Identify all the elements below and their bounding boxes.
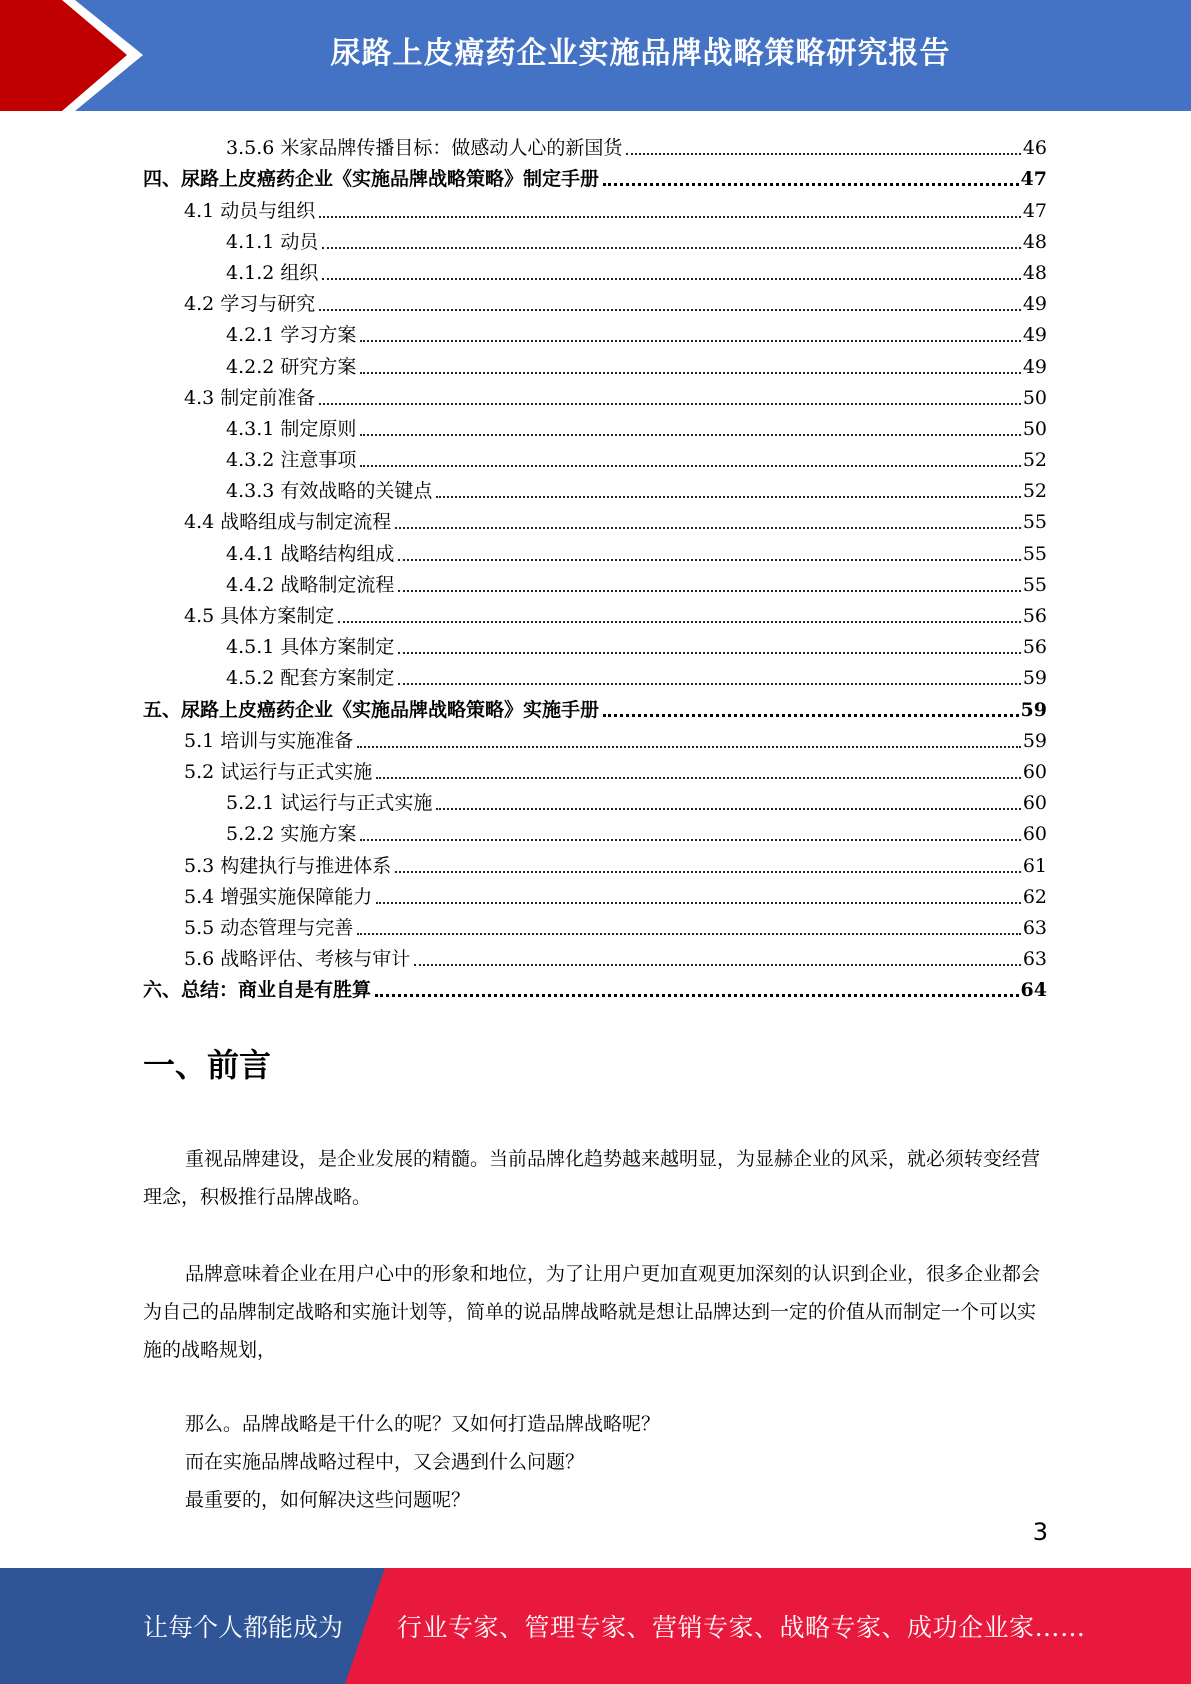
toc-entry-title: 4.3.3 有效战略的关键点 [226, 480, 433, 503]
toc-entry-title: 3.5.6 米家品牌传播目标：做感动人心的新国货 [226, 137, 623, 160]
intro-paragraph-2 [143, 1255, 1047, 1369]
toc-entry[interactable] [143, 565, 1047, 596]
toc-dot-leader [319, 309, 1021, 311]
toc-page-number: 56 [1022, 605, 1047, 627]
toc-page-number: 55 [1022, 542, 1047, 565]
page-footer [0, 1568, 1191, 1684]
toc-entry-title: 4.1.2 组织 [226, 261, 319, 284]
toc-entry-title: 4.3 制定前准备 [184, 386, 316, 409]
toc-entry-title: 五、尿路上皮癌药企业《实施品牌战略策略》实施手册 [143, 698, 600, 721]
toc-entry-title: 4.5.1 具体方案制定 [226, 636, 395, 659]
toc-dot-leader [395, 871, 1021, 873]
toc-entry[interactable] [143, 689, 1047, 720]
toc-dot-leader [322, 247, 1020, 249]
toc-page-number: 52 [1022, 449, 1047, 472]
toc-entry[interactable] [143, 284, 1047, 315]
toc-entry-title: 六、总结：商业自是有胜算 [143, 979, 372, 1002]
toc-entry[interactable] [143, 346, 1047, 377]
toc-entry[interactable] [143, 908, 1047, 939]
toc-entry[interactable] [143, 596, 1047, 627]
footer-slogan-left: 让每个人都能成为 [143, 1613, 344, 1642]
toc-page-number: 50 [1022, 386, 1047, 409]
toc-entry[interactable] [143, 970, 1047, 1001]
toc-entry-title: 4.2 学习与研究 [184, 293, 316, 316]
toc-page-number: 56 [1022, 636, 1047, 659]
toc-entry[interactable] [143, 128, 1047, 159]
toc-dot-leader [436, 808, 1020, 810]
toc-page-number: 55 [1022, 573, 1047, 596]
paragraph-text: 品牌意味着企业在用户心中的形象和地位，为了让用户更加直观更加深刻的认识到企业，很多企业都会为自己的品牌制定战略和实施计划等，简单的说品牌战略就是想让品牌达到一定的价值从而制定一个可以实施的战略规划， [143, 1263, 1041, 1361]
report-title: 尿路上皮癌药企业实施品牌战略策略研究报告 [330, 36, 951, 71]
toc-entry[interactable] [143, 845, 1047, 876]
toc-dot-leader [360, 839, 1020, 841]
toc-page-number: 49 [1022, 324, 1047, 347]
toc-dot-leader [357, 746, 1021, 748]
toc-dot-leader [357, 933, 1021, 935]
toc-dot-leader [398, 652, 1020, 654]
toc-page-number: 64 [1020, 979, 1047, 1002]
toc-entry-title: 4.5 具体方案制定 [184, 605, 335, 627]
toc-dot-leader [395, 527, 1021, 529]
toc-page-number: 47 [1022, 199, 1047, 222]
toc-entry[interactable] [143, 658, 1047, 689]
section-heading: 一、前言 [143, 1046, 272, 1084]
toc-entry-title: 4.4 战略组成与制定流程 [184, 511, 392, 534]
toc-dot-leader [626, 153, 1020, 155]
toc-entry[interactable] [143, 814, 1047, 845]
toc-entry[interactable] [143, 409, 1047, 440]
toc-entry-title: 4.4.1 战略结构组成 [226, 542, 395, 565]
toc-page-number: 62 [1022, 885, 1047, 908]
intro-paragraph-1 [143, 1140, 1047, 1216]
toc-entry-title: 四、尿路上皮癌药企业《实施品牌战略策略》制定手册 [143, 168, 600, 191]
toc-entry-title: 5.4 增强实施保障能力 [184, 885, 373, 908]
toc-entry[interactable] [143, 471, 1047, 502]
toc-page-number: 52 [1022, 480, 1047, 503]
toc-page-number: 61 [1022, 854, 1047, 877]
toc-entry-title: 4.4.2 战略制定流程 [226, 573, 395, 596]
toc-page-number: 59 [1020, 698, 1047, 721]
toc-entry[interactable] [143, 721, 1047, 752]
toc-entry[interactable] [143, 627, 1047, 658]
toc-entry-title: 4.3.2 注意事项 [226, 449, 357, 472]
toc-dot-leader [360, 340, 1020, 342]
toc-dot-leader [319, 403, 1021, 405]
toc-page-number: 50 [1022, 417, 1047, 440]
toc-entry[interactable] [143, 783, 1047, 814]
toc-entry-title: 5.2.1 试运行与正式实施 [226, 792, 433, 815]
toc-page-number: 49 [1022, 293, 1047, 316]
toc-entry-title: 5.5 动态管理与完善 [184, 916, 354, 939]
toc-page-number: 63 [1022, 916, 1047, 939]
toc-dot-leader [376, 777, 1021, 779]
table-of-contents [143, 128, 1047, 1001]
toc-page-number: 55 [1022, 511, 1047, 534]
toc-dot-leader [398, 559, 1020, 561]
toc-entry[interactable] [143, 222, 1047, 253]
toc-entry[interactable] [143, 440, 1047, 471]
toc-entry[interactable] [143, 190, 1047, 221]
toc-entry[interactable] [143, 315, 1047, 346]
toc-page-number: 59 [1022, 667, 1047, 690]
toc-page-number: 60 [1022, 792, 1047, 815]
toc-entry-title: 4.5.2 配套方案制定 [226, 667, 395, 690]
toc-entry-title: 5.1 培训与实施准备 [184, 729, 354, 752]
toc-page-number: 60 [1022, 760, 1047, 783]
question-line: 而在实施品牌战略过程中，又会遇到什么问题？ [185, 1451, 585, 1473]
toc-dot-leader [322, 278, 1020, 280]
toc-entry[interactable] [143, 533, 1047, 564]
toc-entry[interactable] [143, 378, 1047, 409]
toc-entry-title: 4.2.2 研究方案 [226, 355, 357, 378]
question-line: 最重要的，如何解决这些问题呢？ [185, 1489, 471, 1511]
toc-dot-leader [603, 714, 1019, 717]
toc-page-number: 46 [1022, 137, 1047, 160]
toc-entry-title: 5.2 试运行与正式实施 [184, 760, 373, 783]
toc-entry[interactable] [143, 159, 1047, 190]
toc-dot-leader [338, 621, 1021, 623]
page-header [0, 0, 1191, 111]
toc-page-number: 48 [1022, 230, 1047, 253]
toc-dot-leader [376, 902, 1021, 904]
toc-entry[interactable] [143, 502, 1047, 533]
toc-page-number: 47 [1020, 168, 1047, 191]
toc-page-number: 60 [1022, 823, 1047, 846]
paragraph-text: 重视品牌建设，是企业发展的精髓。当前品牌化趋势越来越明显，为显赫企业的风采，就必须转变经营理念，积极推行品牌战略。 [143, 1148, 1041, 1208]
toc-dot-leader [360, 465, 1020, 467]
toc-dot-leader [398, 683, 1020, 685]
footer-slogan-right: 行业专家、管理专家、营销专家、战略专家、成功企业家…… [397, 1613, 1086, 1642]
toc-entry-title: 4.2.1 学习方案 [226, 324, 357, 347]
toc-entry[interactable] [143, 939, 1047, 970]
toc-entry[interactable] [143, 877, 1047, 908]
toc-entry[interactable] [143, 752, 1047, 783]
toc-page-number: 63 [1022, 948, 1047, 971]
toc-entry-title: 4.1 动员与组织 [184, 199, 316, 222]
toc-entry-title: 5.2.2 实施方案 [226, 823, 357, 846]
toc-dot-leader [436, 496, 1020, 498]
question-line: 那么。品牌战略是干什么的呢？又如何打造品牌战略呢？ [185, 1413, 661, 1435]
toc-entry[interactable] [143, 253, 1047, 284]
toc-dot-leader [414, 964, 1021, 966]
toc-dot-leader [603, 183, 1019, 186]
toc-page-number: 48 [1022, 261, 1047, 284]
toc-dot-leader [360, 372, 1020, 374]
toc-dot-leader [375, 994, 1019, 997]
page-number: 3 [1032, 1518, 1048, 1546]
question-list [143, 1405, 1047, 1519]
toc-entry-title: 5.6 战略评估、考核与审计 [184, 948, 411, 971]
toc-dot-leader [398, 590, 1020, 592]
toc-dot-leader [319, 216, 1021, 218]
toc-page-number: 49 [1022, 355, 1047, 378]
toc-entry-title: 4.3.1 制定原则 [226, 417, 357, 440]
toc-entry-title: 5.3 构建执行与推进体系 [184, 854, 392, 877]
toc-entry-title: 4.1.1 动员 [226, 230, 319, 253]
toc-page-number: 59 [1022, 729, 1047, 752]
toc-dot-leader [360, 434, 1020, 436]
